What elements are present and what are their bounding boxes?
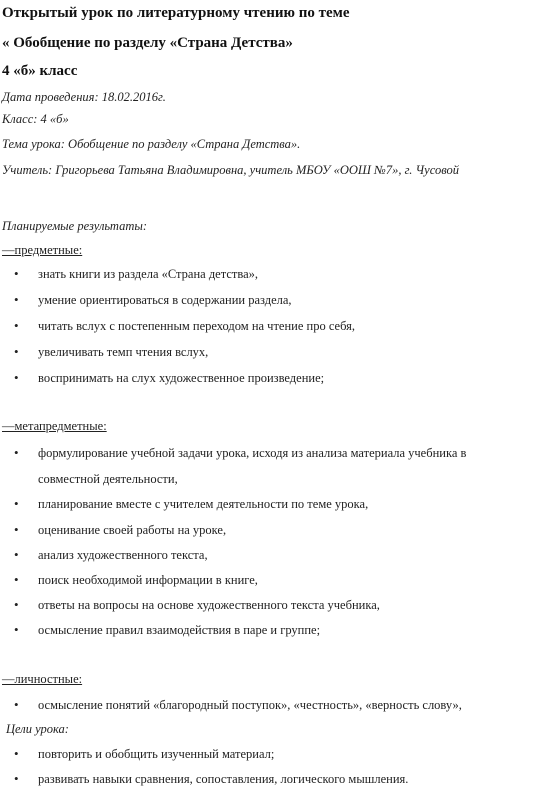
list-item: • осмысление правил взаимодействия в паре и группе;	[14, 622, 321, 637]
list-item: • поиск необходимой информации в книге,	[14, 572, 258, 587]
list-item: • увеличивать темп чтения вслух,	[14, 344, 209, 359]
list-item: • планирование вместе с учителем деятельности по теме урока,	[14, 496, 369, 511]
bullet-icon: •	[14, 597, 19, 612]
bullet-icon: •	[14, 292, 19, 307]
title-line-2: « Обобщение по разделу «Страна Детства»	[2, 35, 293, 51]
lesson-teacher: Учитель: Григорьева Татьяна Владимировна, учитель МБОУ «ООШ №7», г. Чусовой	[2, 163, 459, 177]
list-item: • повторить и обобщить изученный материал;	[14, 746, 275, 761]
bullet-icon: •	[14, 318, 19, 333]
bullet-icon: •	[14, 522, 19, 537]
list-item: • осмысление понятий «благородный поступок», «честность», «верность слову»,	[14, 697, 462, 712]
list-item: • анализ художественного текста,	[14, 547, 208, 562]
bullet-icon: •	[14, 370, 19, 385]
bullet-icon: •	[14, 572, 19, 587]
meta-results-label: —метапредметные:	[2, 419, 107, 433]
list-item: • ответы на вопросы на основе художественного текста учебника,	[14, 597, 380, 612]
list-item: • воспринимать на слух художественное произведение;	[14, 370, 325, 385]
subject-results-label: —предметные:	[2, 243, 83, 257]
lesson-goals-title: Цели урока:	[6, 722, 69, 736]
title-line-3: 4 «б» класс	[2, 63, 78, 79]
list-item: • умение ориентироваться в содержании раздела,	[14, 292, 292, 307]
bullet-icon: •	[14, 547, 19, 562]
list-item: • формулирование учебной задачи урока, исходя из анализа материала учебника в совместной деятельности,	[14, 445, 467, 486]
bullet-icon: •	[14, 344, 19, 359]
lesson-topic: Тема урока: Обобщение по разделу «Страна Детства».	[2, 137, 301, 151]
lesson-class: Класс: 4 «б»	[2, 112, 69, 126]
personal-results-label: —личностные:	[2, 672, 83, 686]
list-item: • оценивание своей работы на уроке,	[14, 522, 227, 537]
bullet-icon: •	[14, 746, 19, 761]
title-line-1: Открытый урок по литературному чтению по теме	[2, 5, 350, 21]
list-item: • читать вслух с постепенным переходом на чтение про себя,	[14, 318, 356, 333]
bullet-icon: •	[14, 445, 19, 460]
bullet-icon: •	[14, 622, 19, 637]
list-item: • развивать навыки сравнения, сопоставления, логического мышления.	[14, 771, 409, 786]
bullet-icon: •	[14, 771, 19, 786]
bullet-icon: •	[14, 266, 19, 281]
list-item: • знать книги из раздела «Страна детства»,	[14, 266, 259, 281]
bullet-icon: •	[14, 496, 19, 511]
planned-results-title: Планируемые результаты:	[2, 219, 148, 233]
lesson-date: Дата проведения: 18.02.2016г.	[2, 90, 166, 104]
bullet-icon: •	[14, 697, 19, 712]
